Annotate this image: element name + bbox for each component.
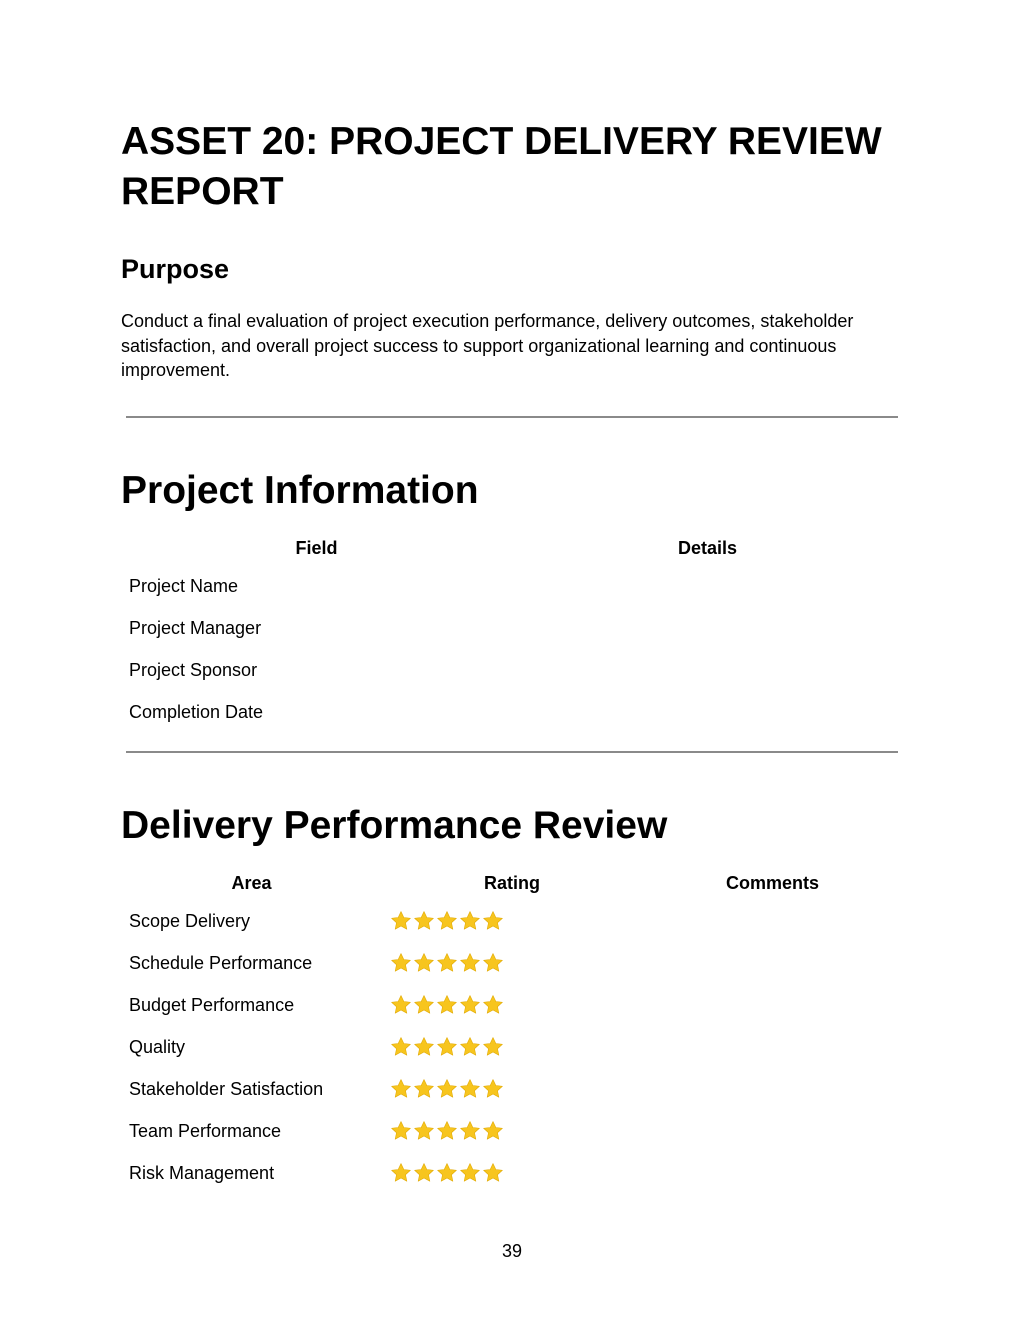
comments-cell[interactable] bbox=[642, 984, 903, 1026]
star-icon bbox=[390, 952, 412, 974]
column-header-details: Details bbox=[677, 537, 738, 558]
star-icon bbox=[459, 952, 481, 974]
star-icon bbox=[436, 952, 458, 974]
details-cell[interactable] bbox=[512, 691, 903, 733]
rating-cell bbox=[382, 1110, 642, 1152]
column-header-comments: Comments bbox=[725, 872, 819, 893]
star-icon bbox=[459, 1078, 481, 1100]
star-icon bbox=[413, 910, 435, 932]
comments-cell[interactable] bbox=[642, 1026, 903, 1068]
purpose-text: Conduct a final evaluation of project execution performance, delivery outcomes, stakeholder satisfaction, and overall project success to support organizational learning and continuous improvement. bbox=[121, 311, 854, 380]
column-header-area: Area bbox=[231, 872, 272, 893]
star-rating[interactable] bbox=[390, 952, 504, 974]
table-row bbox=[121, 565, 903, 607]
star-icon bbox=[459, 1120, 481, 1142]
rating-cell bbox=[382, 942, 642, 984]
table-header-row bbox=[121, 866, 903, 900]
star-icon bbox=[482, 910, 504, 932]
area-cell: Quality bbox=[129, 1036, 186, 1057]
star-icon bbox=[482, 1120, 504, 1142]
star-icon bbox=[482, 1162, 504, 1184]
star-icon bbox=[413, 994, 435, 1016]
star-icon bbox=[413, 1036, 435, 1058]
field-cell: Project Name bbox=[129, 575, 239, 596]
star-rating[interactable] bbox=[390, 1078, 504, 1100]
star-icon bbox=[436, 1078, 458, 1100]
star-icon bbox=[482, 1036, 504, 1058]
star-icon bbox=[413, 1120, 435, 1142]
star-icon bbox=[413, 1078, 435, 1100]
star-icon bbox=[390, 1036, 412, 1058]
comments-cell[interactable] bbox=[642, 1152, 903, 1194]
table-row bbox=[121, 1110, 903, 1152]
star-icon bbox=[436, 994, 458, 1016]
star-rating[interactable] bbox=[390, 1036, 504, 1058]
star-icon bbox=[482, 994, 504, 1016]
star-icon bbox=[436, 910, 458, 932]
star-icon bbox=[413, 1162, 435, 1184]
table-row bbox=[121, 1152, 903, 1194]
star-icon bbox=[390, 994, 412, 1016]
comments-cell[interactable] bbox=[642, 1068, 903, 1110]
page-title: ASSET 20: PROJECT DELIVERY REVIEW REPORT bbox=[121, 120, 882, 213]
table-row bbox=[121, 1026, 903, 1068]
table-row bbox=[121, 691, 903, 733]
star-icon bbox=[413, 952, 435, 974]
rating-cell bbox=[382, 1026, 642, 1068]
star-icon bbox=[390, 910, 412, 932]
rating-cell bbox=[382, 1068, 642, 1110]
star-icon bbox=[390, 1162, 412, 1184]
rating-cell bbox=[382, 984, 642, 1026]
star-icon bbox=[459, 1162, 481, 1184]
delivery-performance-heading: Delivery Performance Review bbox=[121, 804, 668, 847]
rating-cell bbox=[382, 1152, 642, 1194]
area-cell: Team Performance bbox=[129, 1120, 282, 1141]
area-cell: Stakeholder Satisfaction bbox=[129, 1078, 324, 1099]
star-icon bbox=[436, 1162, 458, 1184]
table-header-row bbox=[121, 531, 903, 565]
column-header-rating: Rating bbox=[484, 872, 540, 893]
project-information-heading: Project Information bbox=[121, 469, 479, 512]
details-cell[interactable] bbox=[512, 565, 903, 607]
star-icon bbox=[482, 952, 504, 974]
star-icon bbox=[459, 994, 481, 1016]
rating-cell bbox=[382, 900, 642, 942]
table-row bbox=[121, 1068, 903, 1110]
star-icon bbox=[482, 1078, 504, 1100]
comments-cell[interactable] bbox=[642, 900, 903, 942]
details-cell[interactable] bbox=[512, 607, 903, 649]
star-icon bbox=[436, 1120, 458, 1142]
section-divider bbox=[126, 416, 898, 418]
table-row bbox=[121, 942, 903, 984]
table-row bbox=[121, 900, 903, 942]
star-rating[interactable] bbox=[390, 994, 504, 1016]
area-cell: Schedule Performance bbox=[129, 952, 313, 973]
star-icon bbox=[390, 1120, 412, 1142]
star-icon bbox=[459, 910, 481, 932]
comments-cell[interactable] bbox=[642, 942, 903, 984]
details-cell[interactable] bbox=[512, 649, 903, 691]
column-header-field: Field bbox=[295, 537, 338, 558]
star-rating[interactable] bbox=[390, 1120, 504, 1142]
field-cell: Project Sponsor bbox=[129, 659, 258, 680]
delivery-performance-table bbox=[121, 866, 903, 1194]
table-row bbox=[121, 984, 903, 1026]
section-divider bbox=[126, 751, 898, 753]
area-cell: Risk Management bbox=[129, 1162, 275, 1183]
page-number: 39 bbox=[501, 1241, 523, 1261]
area-cell: Budget Performance bbox=[129, 994, 295, 1015]
star-rating[interactable] bbox=[390, 1162, 504, 1184]
table-row bbox=[121, 649, 903, 691]
star-icon bbox=[436, 1036, 458, 1058]
field-cell: Completion Date bbox=[129, 701, 264, 722]
table-row bbox=[121, 607, 903, 649]
purpose-heading: Purpose bbox=[121, 254, 230, 284]
star-icon bbox=[390, 1078, 412, 1100]
comments-cell[interactable] bbox=[642, 1110, 903, 1152]
area-cell: Scope Delivery bbox=[129, 910, 251, 931]
field-cell: Project Manager bbox=[129, 617, 262, 638]
star-icon bbox=[459, 1036, 481, 1058]
project-information-table bbox=[121, 531, 903, 733]
star-rating[interactable] bbox=[390, 910, 504, 932]
